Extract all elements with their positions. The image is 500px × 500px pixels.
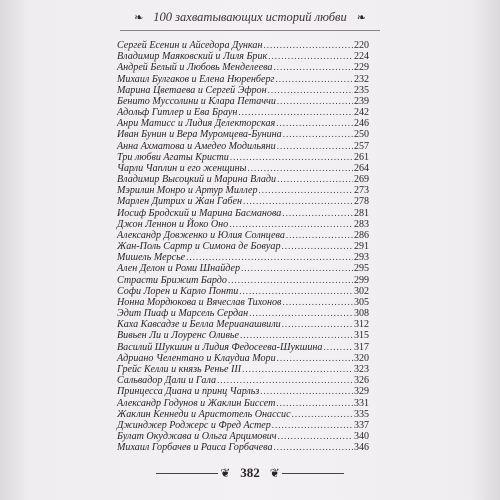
toc-entry-title: Марлен Дитрих и Жан Габен	[117, 196, 242, 208]
toc-entry-title: Джон Леннон и Йоко Оно	[117, 218, 229, 230]
toc-entry	[117, 263, 369, 274]
dot-leader	[242, 364, 353, 375]
toc-entry-page: 291	[354, 241, 369, 253]
toc-entry-title: Софи Лорен и Карло Понти	[117, 285, 239, 297]
dot-leader	[276, 118, 353, 129]
dot-leader	[263, 40, 353, 51]
toc-entry-page: 299	[354, 274, 369, 286]
dot-leader	[277, 141, 353, 152]
toc-entry-page: 261	[354, 151, 369, 163]
toc-entry-page: 264	[354, 162, 369, 174]
toc-entry	[117, 85, 369, 96]
page-number: 382	[240, 465, 260, 480]
dot-leader	[272, 420, 353, 431]
toc-entry-page: 302	[354, 285, 369, 297]
toc-entry-title: Александр Довженко и Юлия Солнцева	[117, 229, 285, 241]
toc-entry	[117, 286, 369, 297]
dot-leader	[229, 219, 353, 230]
toc-entry	[117, 163, 369, 174]
toc-entry	[117, 107, 369, 118]
book-title: 100 захватывающих историй любви	[153, 10, 347, 24]
toc-entry-page: 293	[354, 252, 369, 264]
toc-entry-page: 308	[354, 308, 369, 320]
toc-entry-title: Страсти Брижит Бардо	[117, 274, 227, 286]
toc-entry-page: 295	[354, 263, 369, 275]
toc-entry-page: 224	[354, 51, 369, 63]
toc-entry	[117, 319, 369, 330]
dot-leader	[283, 129, 353, 140]
toc-entry-page: 232	[354, 73, 369, 85]
toc-entry	[117, 386, 369, 397]
toc-entry-title: Анна Ахматова и Амедео Модильяни	[117, 140, 276, 152]
dot-leader	[268, 51, 353, 62]
dot-leader	[282, 208, 353, 219]
toc-entry-page: 340	[354, 431, 369, 443]
toc-entry-page: 220	[354, 40, 369, 51]
dot-leader	[273, 62, 353, 73]
dot-leader	[277, 96, 353, 107]
toc-entry-page: 246	[354, 118, 369, 130]
toc-entry-title: Анри Матисс и Лидия Делекторская	[117, 118, 276, 130]
toc-entry-title: Александр Годунов и Жаклин Биссет	[117, 397, 276, 409]
dot-leader	[277, 353, 353, 364]
toc-entry-title: Ален Делон и Роми Шнайдер	[117, 263, 241, 275]
toc-entry-page: 278	[354, 196, 369, 208]
toc-entry	[117, 431, 369, 442]
toc-entry	[117, 74, 369, 85]
toc-entry	[117, 174, 369, 185]
toc-entry-title: Грейс Келли и князь Ренье III	[117, 363, 242, 375]
toc-entry-title: Адриано Челентано и Клаудиа Мори	[117, 352, 276, 364]
dot-leader	[275, 74, 353, 85]
toc-entry-title: Вивьен Ли и Лоуренс Оливье	[117, 330, 239, 342]
toc-entry	[117, 129, 369, 140]
toc-entry	[117, 241, 369, 252]
toc-entry	[117, 62, 369, 73]
toc-entry-title: Михаил Горбачев и Раиса Горбачева	[117, 442, 273, 454]
dot-leader	[278, 431, 353, 442]
toc-entry	[117, 398, 369, 409]
toc-entry-title: Иван Бунин и Вера Муромцева-Бунина	[117, 129, 282, 141]
toc-entry-title: Жан-Поль Сартр и Симона де Бовуар	[117, 241, 281, 253]
toc-entry	[117, 185, 369, 196]
toc-entry-title: Нонна Мордюкова и Вячеслав Тихонов	[117, 296, 282, 308]
dot-leader	[286, 230, 353, 241]
toc-entry	[117, 375, 369, 386]
toc-entry	[117, 252, 369, 263]
dot-leader	[268, 85, 353, 96]
dot-leader	[282, 241, 354, 252]
dot-leader	[240, 330, 353, 341]
dot-leader	[274, 442, 353, 453]
toc-entry-page: 250	[354, 129, 369, 141]
toc-entry-title: Михаил Булгаков и Елена Нюренберг	[117, 73, 275, 85]
toc-entry	[117, 141, 369, 152]
toc-entry	[117, 118, 369, 129]
dot-leader	[323, 342, 353, 353]
toc-entry	[117, 196, 369, 207]
dot-leader	[260, 386, 353, 397]
toc-entry-title: Андрей Белый и Любовь Менделеева	[117, 62, 273, 74]
footer-line-right	[282, 473, 344, 474]
header-rule	[120, 30, 380, 31]
toc-entry-title: Адольф Гитлер и Ева Браун	[117, 107, 238, 119]
footer-left-ornament-icon: ❦	[220, 465, 231, 480]
toc-entry	[117, 364, 369, 375]
dot-leader	[241, 263, 353, 274]
toc-entry	[117, 96, 369, 107]
toc-entry-title: Булат Окуджава и Ольга Арцимович	[117, 431, 277, 443]
toc-entry	[117, 308, 369, 319]
toc-entry-page: 320	[354, 352, 369, 364]
table-of-contents	[117, 40, 369, 453]
toc-entry-title: Мишель Мерсье	[117, 252, 186, 264]
dot-leader	[292, 409, 353, 420]
toc-entry-page: 329	[354, 386, 369, 398]
toc-entry	[117, 275, 369, 286]
toc-entry-page: 235	[354, 84, 369, 96]
toc-entry-title: Сергей Есенин и Айседора Дункан	[117, 40, 263, 51]
toc-entry-page: 281	[354, 207, 369, 219]
toc-entry-title: Сальвадор Дали и Гала	[117, 375, 217, 387]
toc-entry	[117, 353, 369, 364]
toc-entry-page: 317	[354, 341, 369, 353]
toc-entry-title: Иосиф Бродский и Марина Басманова	[117, 207, 282, 219]
toc-entry-title: Бенито Муссолини и Клара Петаччи	[117, 95, 276, 107]
dot-leader	[228, 275, 353, 286]
toc-entry-page: 273	[354, 185, 369, 197]
toc-entry-title: Владимир Высоцкий и Марина Влади	[117, 174, 277, 186]
left-fleuron-icon: ❧	[134, 12, 144, 24]
dot-leader	[282, 319, 353, 330]
toc-entry-title: Мэрилин Монро и Артур Миллер	[117, 185, 258, 197]
dot-leader	[230, 152, 353, 163]
toc-entry	[117, 409, 369, 420]
toc-entry-page: 229	[354, 62, 369, 74]
toc-entry-page: 312	[354, 319, 369, 331]
toc-entry-page: 337	[354, 419, 369, 431]
running-head	[0, 10, 500, 25]
toc-entry-title: Джинджер Роджерс и Фред Астер	[117, 419, 271, 431]
toc-entry-title: Три любви Агаты Кристи	[117, 151, 229, 163]
toc-entry	[117, 297, 369, 308]
toc-entry-title: Василий Шукшин и Лидия Федосеева-Шукшина	[117, 341, 323, 353]
toc-entry-page: 346	[354, 442, 369, 454]
dot-leader	[276, 398, 353, 409]
toc-entry-title: Чарли Чаплин и его женщины	[117, 162, 247, 174]
toc-entry	[117, 40, 369, 51]
toc-entry-page: 305	[354, 296, 369, 308]
toc-entry-page: 315	[354, 330, 369, 342]
toc-entry-page: 335	[354, 408, 369, 420]
toc-entry-title: Эдит Пиаф и Марсель Сердан	[117, 308, 249, 320]
toc-entry-title: Жаклин Кеннеди и Аристотель Онассис	[117, 408, 291, 420]
toc-entry	[117, 442, 369, 453]
toc-entry-title: Принцесса Диана и принц Чарльз	[117, 386, 260, 398]
toc-entry-page: 283	[354, 218, 369, 230]
dot-leader	[217, 375, 353, 386]
right-fleuron-icon: ❧	[356, 12, 366, 24]
page-footer	[0, 465, 500, 481]
toc-entry	[117, 51, 369, 62]
toc-entry-page: 331	[354, 397, 369, 409]
toc-entry-page: 242	[354, 107, 369, 119]
toc-entry	[117, 219, 369, 230]
toc-entry-title: Владимир Маяковский и Лиля Брик	[117, 51, 268, 63]
footer-line-left	[156, 473, 218, 474]
dot-leader	[277, 174, 353, 185]
dot-leader	[259, 185, 353, 196]
toc-entry-page: 269	[354, 174, 369, 186]
dot-leader	[186, 252, 353, 263]
toc-entry-page: 326	[354, 375, 369, 387]
toc-entry-title: Каха Кавсадзе и Белла Мерианашвили	[117, 319, 281, 331]
toc-entry-page: 257	[354, 140, 369, 152]
toc-entry-page: 286	[354, 229, 369, 241]
dot-leader	[282, 297, 353, 308]
dot-leader	[243, 196, 353, 207]
toc-entry-page: 239	[354, 95, 369, 107]
toc-entry	[117, 152, 369, 163]
toc-entry	[117, 330, 369, 341]
toc-entry	[117, 342, 369, 353]
toc-entry	[117, 230, 369, 241]
toc-entry-title: Марина Цветаева и Сергей Эфрон	[117, 84, 267, 96]
dot-leader	[249, 308, 353, 319]
toc-entry	[117, 208, 369, 219]
dot-leader	[239, 286, 353, 297]
toc-entry	[117, 420, 369, 431]
dot-leader	[238, 107, 353, 118]
toc-entry-page: 323	[354, 363, 369, 375]
footer-right-ornament-icon: ❦	[269, 465, 280, 480]
dot-leader	[247, 163, 353, 174]
